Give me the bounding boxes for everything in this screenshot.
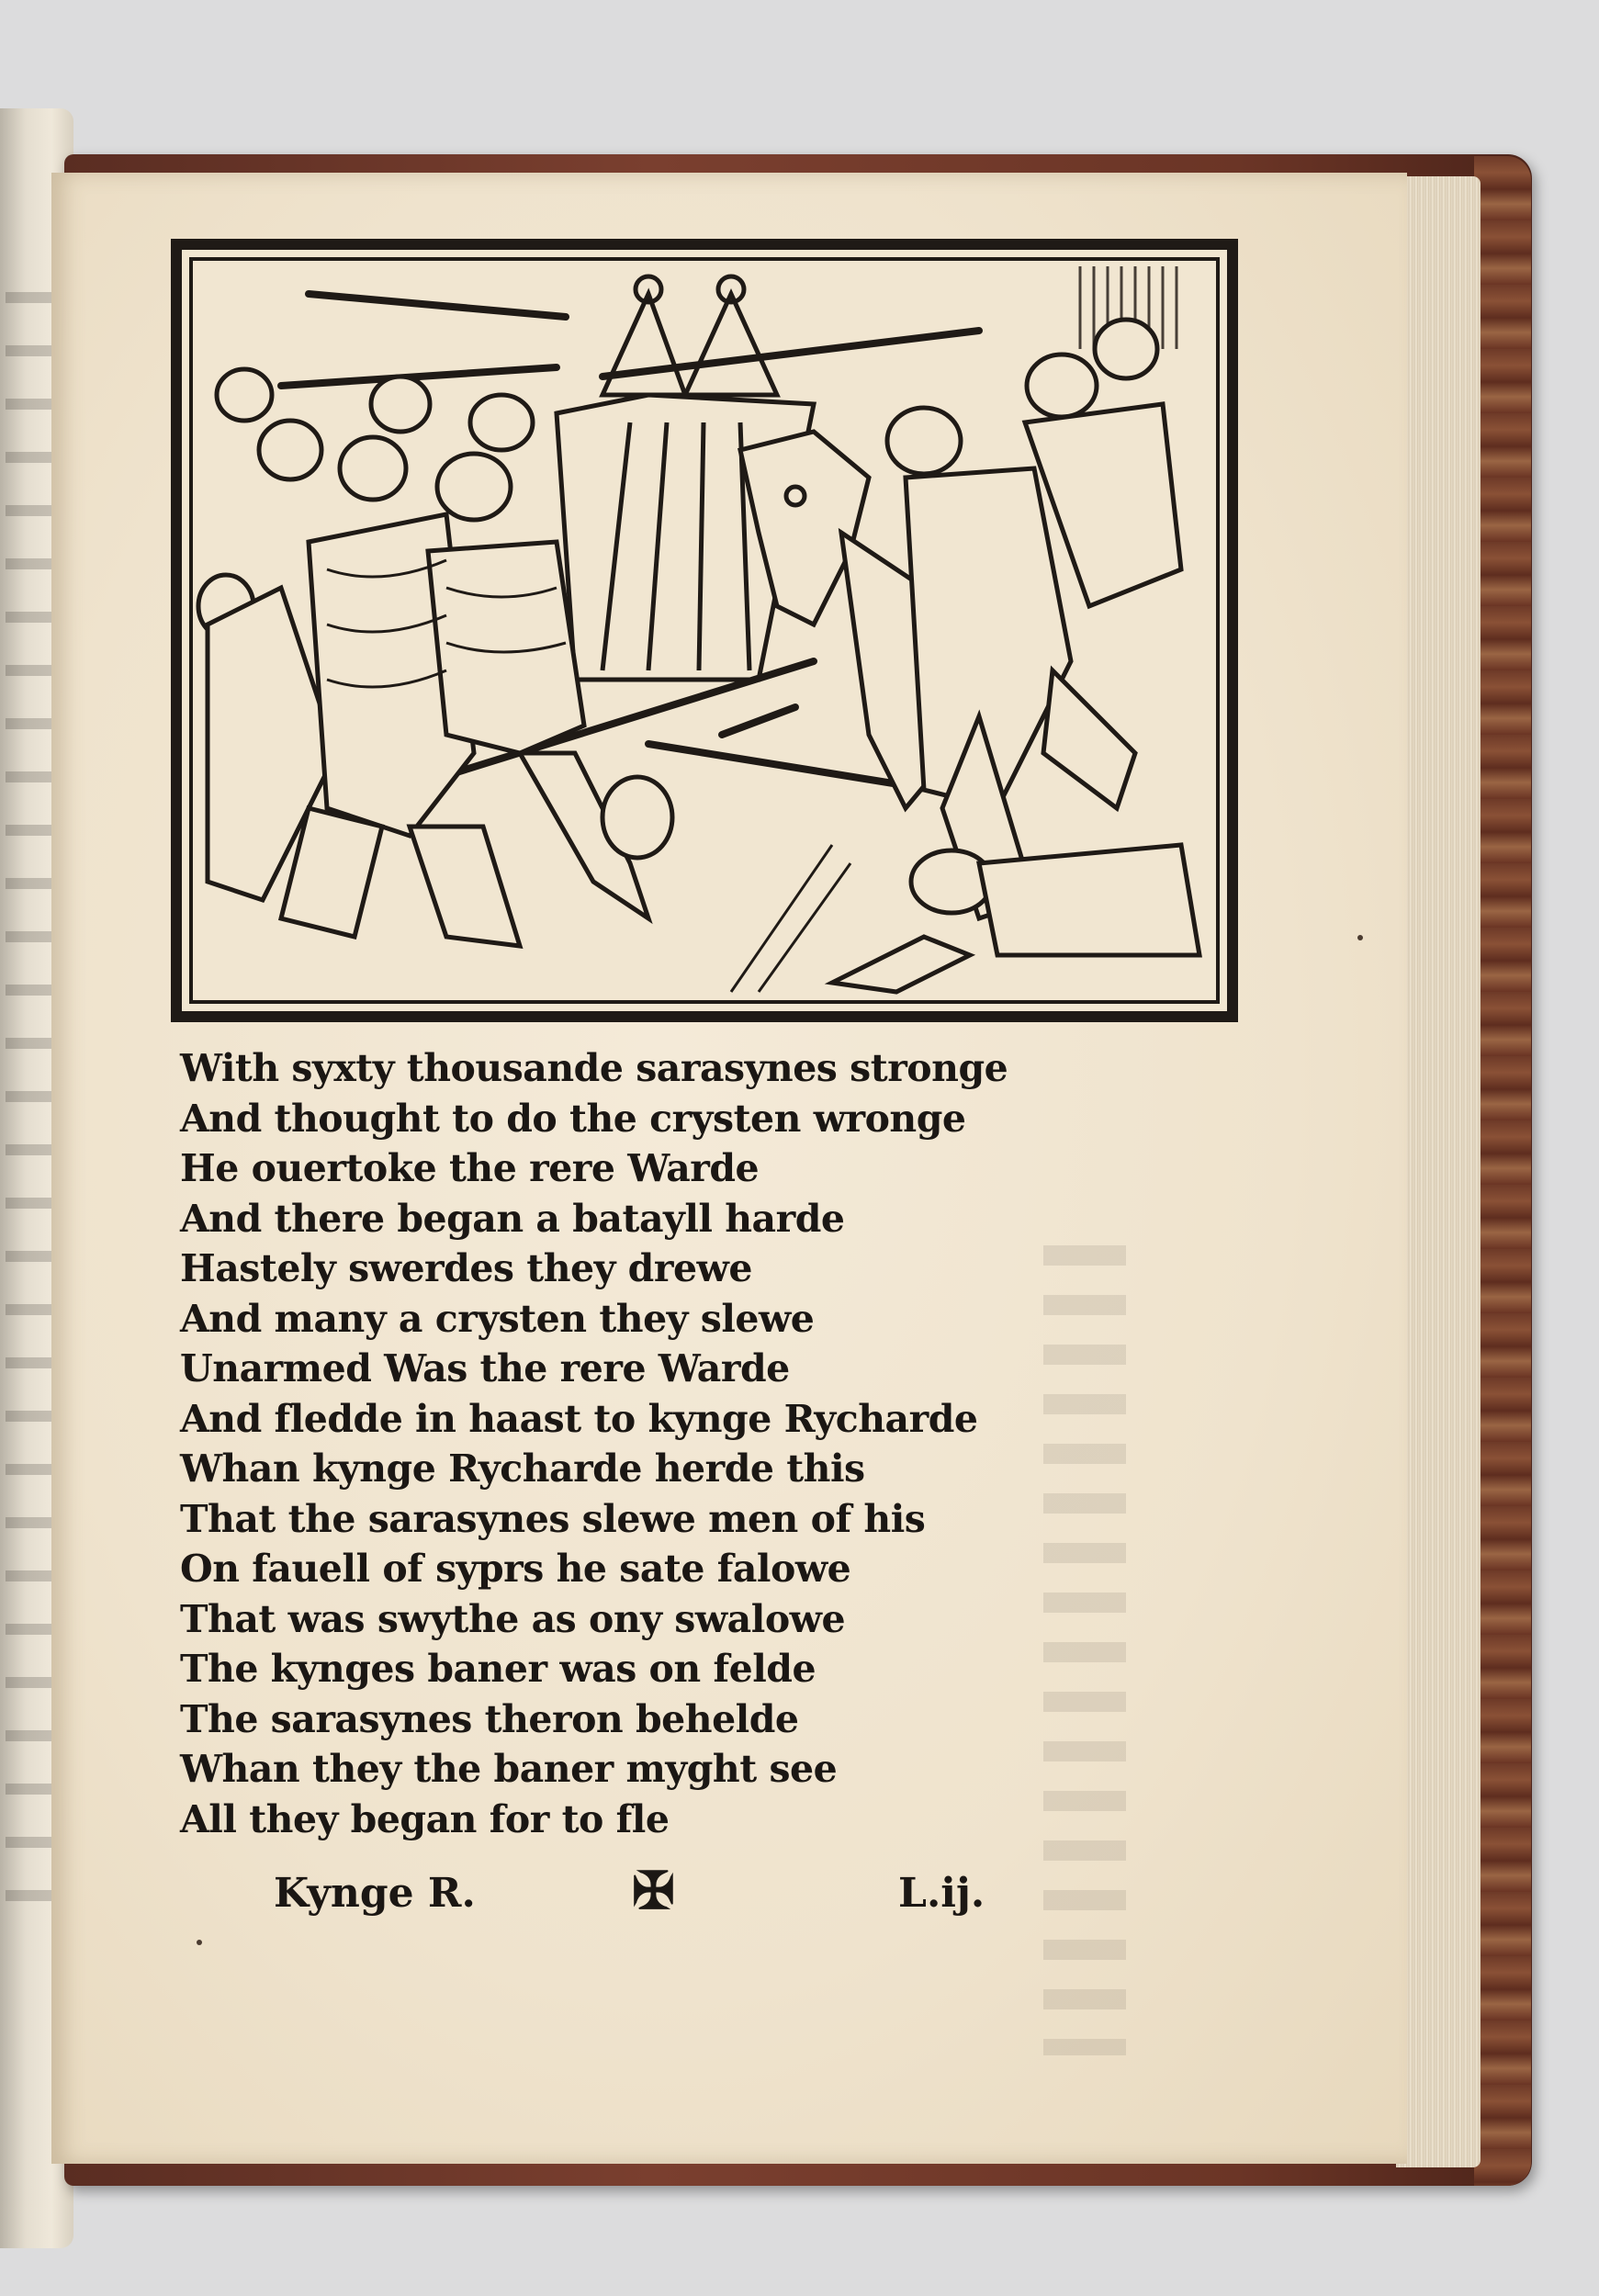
verse-line: The kynges baner was on felde — [180, 1647, 816, 1691]
verse-line: The sarasynes theron behelde — [180, 1696, 799, 1741]
signature-mark: L.ij. — [898, 1870, 985, 1917]
verse-line: Unarmed Was the rere Warde — [180, 1346, 790, 1390]
verse-line: Whan they the baner myght see — [180, 1747, 838, 1791]
cross-pattee-icon: ✠ — [632, 1861, 675, 1921]
ink-speck — [1357, 935, 1363, 940]
catchword: Kynge R. — [274, 1870, 476, 1917]
binding-fore-edge-leather — [1474, 156, 1531, 2186]
verse-line: He ouertoke the rere Warde — [180, 1146, 760, 1190]
verse-line: Whan kynge Rycharde herde this — [180, 1446, 865, 1491]
battle-woodcut-illustration — [171, 239, 1238, 1022]
verse-line: And many a crysten they slewe — [180, 1296, 815, 1341]
verse-line: That the sarasynes slewe men of his — [180, 1496, 926, 1541]
ink-speck — [197, 1940, 202, 1945]
verse-line: On fauell of syprs he sate falowe — [180, 1547, 851, 1591]
page-fore-edges — [1396, 176, 1481, 2167]
show-through-text — [1043, 1229, 1126, 2055]
verse-line: That was swythe as ony swalowe — [180, 1596, 846, 1641]
verse-line: And fledde in haast to kynge Rycharde — [180, 1396, 978, 1441]
verse-block — [180, 1043, 1007, 1844]
verse-line: Hastely swerdes they drewe — [180, 1246, 752, 1290]
woodcut-svg — [171, 239, 1238, 1022]
verse-line: With syxty thousande sarasynes stronge — [180, 1046, 1008, 1090]
verse-line: All they began for to fle — [180, 1796, 670, 1841]
verse-line: And thought to do the crysten wronge — [180, 1096, 966, 1141]
verse-line: And there began a batayll harde — [180, 1196, 845, 1241]
